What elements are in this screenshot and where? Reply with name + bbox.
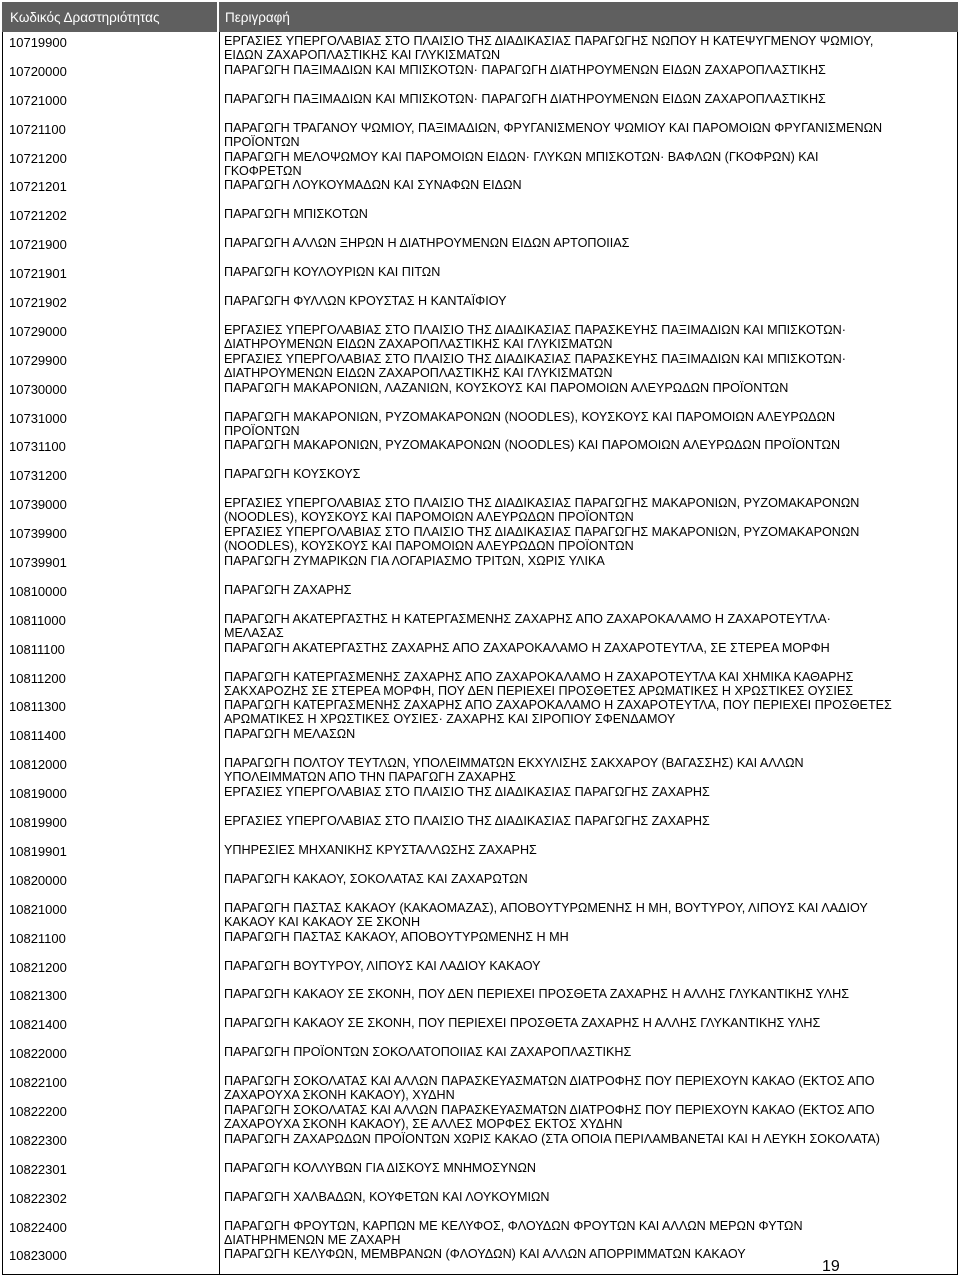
activity-code: 10819000 <box>3 783 220 812</box>
activity-description: ΠΑΡΑΓΩΓΗ ΛΟΥΚΟΥΜΑΔΩΝ ΚΑΙ ΣΥΝΑΦΩΝ ΕΙΔΩΝ <box>224 178 522 193</box>
table-row <box>3 292 957 321</box>
activity-code: 10721000 <box>3 90 220 119</box>
table-row <box>3 523 957 552</box>
activity-code: 10730000 <box>3 379 220 408</box>
activity-description: ΠΑΡΑΓΩΓΗ ΑΛΛΩΝ ΞΗΡΩΝ Η ΔΙΑΤΗΡΟΥΜΕΝΩΝ ΕΙΔΩΝ ΑΡΤΟΠΟΙΙΑΣ <box>224 236 630 251</box>
activity-code: 10721202 <box>3 205 220 234</box>
table-row <box>3 1245 957 1274</box>
table-row <box>3 668 957 697</box>
table-row <box>3 119 957 148</box>
activity-code: 10729900 <box>3 350 220 379</box>
table-row <box>3 696 957 725</box>
table-row <box>3 176 957 205</box>
table-row <box>3 1188 957 1217</box>
table-row <box>3 494 957 523</box>
activity-description: ΕΡΓΑΣΙΕΣ ΥΠΕΡΓΟΛΑΒΙΑΣ ΣΤΟ ΠΛΑΙΣΙΟ ΤΗΣ ΔΙΑΔΙΚΑΣΙΑΣ ΠΑΡΑΓΩΓΗΣ ΜΑΚΑΡΟΝΙΩΝ, ΡΥΖΟΜΑΚΑΡΟΝΩΝ (NOODLES), ΚΟΥΣΚΟΥΣ ΚΑΙ ΠΑΡΟΜΟΙΩΝ ΑΛΕΥΡΩΔΩΝ ΠΡΟΪΟΝΤΩΝ <box>224 525 860 554</box>
table-row <box>3 1130 957 1159</box>
table-body <box>2 32 958 1275</box>
activity-code: 10721200 <box>3 148 220 177</box>
activity-description: ΕΡΓΑΣΙΕΣ ΥΠΕΡΓΟΛΑΒΙΑΣ ΣΤΟ ΠΛΑΙΣΙΟ ΤΗΣ ΔΙΑΔΙΚΑΣΙΑΣ ΠΑΡΑΣΚΕΥΗΣ ΠΑΞΙΜΑΔΙΩΝ ΚΑΙ ΜΠΙΣΚΟΤΩΝ· ΔΙΑΤΗΡΟΥΜΕΝΩΝ ΕΙΔΩΝ ΖΑΧΑΡΟΠΛΑΣΤΙΚΗΣ ΚΑΙ ΓΛΥΚΙΣΜΑΤΩΝ <box>224 351 846 380</box>
table-row <box>3 1043 957 1072</box>
activity-code: 10822302 <box>3 1188 220 1217</box>
activity-code: 10812000 <box>3 754 220 783</box>
activity-description: ΠΑΡΑΓΩΓΗ ΧΑΛΒΑΔΩΝ, ΚΟΥΦΕΤΩΝ ΚΑΙ ΛΟΥΚΟΥΜΙΩΝ <box>224 1189 550 1204</box>
activity-code: 10822200 <box>3 1101 220 1130</box>
activity-description: ΠΑΡΑΓΩΓΗ ΠΑΣΤΑΣ ΚΑΚΑΟΥ (ΚΑΚΑΟΜΑΖΑΣ), ΑΠΟΒΟΥΤΥΡΩΜΕΝΗΣ Η ΜΗ, ΒΟΥΤΥΡΟΥ, ΛΙΠΟΥΣ ΚΑΙ ΛΑΔΙΟΥ ΚΑΚΑΟΥ ΚΑΙ ΚΑΚΑΟΥ ΣΕ ΣΚΟΝΗ <box>224 900 868 929</box>
activity-description: ΕΡΓΑΣΙΕΣ ΥΠΕΡΓΟΛΑΒΙΑΣ ΣΤΟ ΠΛΑΙΣΙΟ ΤΗΣ ΔΙΑΔΙΚΑΣΙΑΣ ΠΑΡΑΣΚΕΥΗΣ ΠΑΞΙΜΑΔΙΩΝ ΚΑΙ ΜΠΙΣΚΟΤΩΝ· ΔΙΑΤΗΡΟΥΜΕΝΩΝ ΕΙΔΩΝ ΖΑΧΑΡΟΠΛΑΣΤΙΚΗΣ ΚΑΙ ΓΛΥΚΙΣΜΑΤΩΝ <box>224 322 846 351</box>
activity-code: 10810000 <box>3 581 220 610</box>
table-row <box>3 957 957 986</box>
activity-code: 10822301 <box>3 1159 220 1188</box>
activity-codes-table <box>2 2 958 1275</box>
activity-description: ΠΑΡΑΓΩΓΗ ΤΡΑΓΑΝΟΥ ΨΩΜΙΟΥ, ΠΑΞΙΜΑΔΙΩΝ, ΦΡΥΓΑΝΙΣΜΕΝΟΥ ΨΩΜΙΟΥ ΚΑΙ ΠΑΡΟΜΟΙΩΝ ΦΡΥΓΑΝΙΣΜΕΝΩΝ ΠΡΟΪΟΝΤΩΝ <box>224 120 883 149</box>
activity-code: 10823000 <box>3 1245 220 1274</box>
table-row <box>3 1072 957 1101</box>
activity-code: 10721201 <box>3 176 220 205</box>
activity-description: ΠΑΡΑΓΩΓΗ ΚΑΚΑΟΥ ΣΕ ΣΚΟΝΗ, ΠΟΥ ΔΕΝ ΠΕΡΙΕΧΕΙ ΠΡΟΣΘΕΤΑ ΖΑΧΑΡΗΣ Η ΑΛΛΗΣ ΓΛΥΚΑΝΤΙΚΗΣ ΥΛΗΣ <box>224 987 850 1002</box>
activity-description: ΠΑΡΑΓΩΓΗ ΜΠΙΣΚΟΤΩΝ <box>224 207 368 222</box>
activity-description: ΠΑΡΑΓΩΓΗ ΠΑΞΙΜΑΔΙΩΝ ΚΑΙ ΜΠΙΣΚΟΤΩΝ· ΠΑΡΑΓΩΓΗ ΔΙΑΤΗΡΟΥΜΕΝΩΝ ΕΙΔΩΝ ΖΑΧΑΡΟΠΛΑΣΤΙΚΗΣ <box>224 91 826 106</box>
table-row <box>3 812 957 841</box>
activity-description: ΠΑΡΑΓΩΓΗ ΣΟΚΟΛΑΤΑΣ ΚΑΙ ΑΛΛΩΝ ΠΑΡΑΣΚΕΥΑΣΜΑΤΩΝ ΔΙΑΤΡΟΦΗΣ ΠΟΥ ΠΕΡΙΕΧΟΥΝ ΚΑΚΑΟ (ΕΚΤΟΣ ΑΠΟ ΖΑΧΑΡΟΥΧΑ ΣΚΟΝΗ ΚΑΚΑΟΥ), ΧΥΔΗΝ <box>224 1074 875 1103</box>
activity-code: 10731000 <box>3 408 220 437</box>
activity-description: ΠΑΡΑΓΩΓΗ ΠΟΛΤΟΥ ΤΕΥΤΛΩΝ, ΥΠΟΛΕΙΜΜΑΤΩΝ ΕΚΧΥΛΙΣΗΣ ΣΑΚΧΑΡΟΥ (ΒΑΓΑΣΣΗΣ) ΚΑΙ ΑΛΛΩΝ ΥΠΟΛΕΙΜΜΑΤΩΝ ΑΠΟ ΤΗΝ ΠΑΡΑΓΩΓΗ ΖΑΧΑΡΗΣ <box>224 756 804 785</box>
activity-description: ΠΑΡΑΓΩΓΗ ΖΥΜΑΡΙΚΩΝ ΓΙΑ ΛΟΓΑΡΙΑΣΜΟ ΤΡΙΤΩΝ, ΧΩΡΙΣ ΥΛΙΚΑ <box>224 554 605 569</box>
activity-description: ΠΑΡΑΓΩΓΗ ΜΑΚΑΡΟΝΙΩΝ, ΛΑΖΑΝΙΩΝ, ΚΟΥΣΚΟΥΣ ΚΑΙ ΠΑΡΟΜΟΙΩΝ ΑΛΕΥΡΩΔΩΝ ΠΡΟΪΟΝΤΩΝ <box>224 380 789 395</box>
table-row <box>3 552 957 581</box>
header-code: Κωδικός Δραστηριότητας <box>2 2 219 32</box>
activity-code: 10821300 <box>3 985 220 1014</box>
activity-description: ΠΑΡΑΓΩΓΗ ΚΟΥΣΚΟΥΣ <box>224 467 361 482</box>
table-row <box>3 1217 957 1246</box>
table-row <box>3 32 957 61</box>
table-row <box>3 408 957 437</box>
activity-code: 10811400 <box>3 725 220 754</box>
activity-code: 10729000 <box>3 321 220 350</box>
activity-code: 10822100 <box>3 1072 220 1101</box>
activity-code: 10822300 <box>3 1130 220 1159</box>
activity-description: ΕΡΓΑΣΙΕΣ ΥΠΕΡΓΟΛΑΒΙΑΣ ΣΤΟ ΠΛΑΙΣΙΟ ΤΗΣ ΔΙΑΔΙΚΑΣΙΑΣ ΠΑΡΑΓΩΓΗΣ ΜΑΚΑΡΟΝΙΩΝ, ΡΥΖΟΜΑΚΑΡΟΝΩΝ (NOODLES), ΚΟΥΣΚΟΥΣ ΚΑΙ ΠΑΡΟΜΟΙΩΝ ΑΛΕΥΡΩΔΩΝ ΠΡΟΪΟΝΤΩΝ <box>224 496 860 525</box>
activity-description: ΠΑΡΑΓΩΓΗ ΦΡΟΥΤΩΝ, ΚΑΡΠΩΝ ΜΕ ΚΕΛΥΦΟΣ, ΦΛΟΥΔΩΝ ΦΡΟΥΤΩΝ ΚΑΙ ΑΛΛΩΝ ΜΕΡΩΝ ΦΥΤΩΝ ΔΙΑΤΗΡΗΜΕΝΩΝ ΜΕ ΖΑΧΑΡΗ <box>224 1218 803 1247</box>
activity-code: 10822000 <box>3 1043 220 1072</box>
table-row <box>3 234 957 263</box>
activity-code: 10811300 <box>3 696 220 725</box>
table-row <box>3 379 957 408</box>
activity-description: ΠΑΡΑΓΩΓΗ ΖΑΧΑΡΗΣ <box>224 582 352 597</box>
activity-code: 10811100 <box>3 639 220 668</box>
activity-description: ΠΑΡΑΓΩΓΗ ΚΑΤΕΡΓΑΣΜΕΝΗΣ ΖΑΧΑΡΗΣ ΑΠΟ ΖΑΧΑΡΟΚΑΛΑΜΟ Η ΖΑΧΑΡΟΤΕΥΤΛΑ, ΠΟΥ ΠΕΡΙΕΧΕΙ ΠΡΟΣΘΕΤΕΣ ΑΡΩΜΑΤΙΚΕΣ Η ΧΡΩΣΤΙΚΕΣ ΟΥΣΙΕΣ· ΖΑΧΑΡΗΣ ΚΑΙ ΣΙΡΟΠΙΟΥ ΣΦΕΝΔΑΜΟΥ <box>224 698 892 727</box>
table-row <box>3 928 957 957</box>
activity-description: ΠΑΡΑΓΩΓΗ ΚΑΤΕΡΓΑΣΜΕΝΗΣ ΖΑΧΑΡΗΣ ΑΠΟ ΖΑΧΑΡΟΚΑΛΑΜΟ Η ΖΑΧΑΡΟΤΕΥΤΛΑ ΚΑΙ ΧΗΜΙΚΑ ΚΑΘΑΡΗΣ ΣΑΚΧΑΡΟΖΗΣ ΣΕ ΣΤΕΡΕΑ ΜΟΡΦΗ, ΠΟΥ ΔΕΝ ΠΕΡΙΕΧΕΙ ΠΡΟΣΘΕΤΕΣ ΑΡΩΜΑΤΙΚΕΣ Η ΧΡΩΣΤΙΚΕΣ ΟΥΣΙΕΣ <box>224 669 854 698</box>
activity-description: ΠΑΡΑΓΩΓΗ ΚΑΚΑΟΥ, ΣΟΚΟΛΑΤΑΣ ΚΑΙ ΖΑΧΑΡΩΤΩΝ <box>224 871 528 886</box>
activity-code: 10731200 <box>3 465 220 494</box>
activity-code: 10821200 <box>3 957 220 986</box>
activity-code: 10721901 <box>3 263 220 292</box>
activity-code: 10721902 <box>3 292 220 321</box>
table-row <box>3 783 957 812</box>
table-row <box>3 1014 957 1043</box>
activity-code: 10739000 <box>3 494 220 523</box>
page-number: 19 <box>822 1258 840 1275</box>
table-row <box>3 205 957 234</box>
activity-code: 10719900 <box>3 32 220 61</box>
activity-code: 10819900 <box>3 812 220 841</box>
activity-code: 10821100 <box>3 928 220 957</box>
activity-description: ΕΡΓΑΣΙΕΣ ΥΠΕΡΓΟΛΑΒΙΑΣ ΣΤΟ ΠΛΑΙΣΙΟ ΤΗΣ ΔΙΑΔΙΚΑΣΙΑΣ ΠΑΡΑΓΩΓΗΣ ΖΑΧΑΡΗΣ <box>224 814 710 829</box>
activity-code: 10811000 <box>3 610 220 639</box>
activity-description: ΠΑΡΑΓΩΓΗ ΖΑΧΑΡΩΔΩΝ ΠΡΟΪΟΝΤΩΝ ΧΩΡΙΣ ΚΑΚΑΟ (ΣΤΑ ΟΠΟΙΑ ΠΕΡΙΛΑΜΒΑΝΕΤΑΙ ΚΑΙ Η ΛΕΥΚΗ ΣΟΚΟΛΑΤΑ) <box>224 1131 880 1146</box>
activity-code: 10811200 <box>3 668 220 697</box>
header-description: Περιγραφή <box>225 10 290 25</box>
table-row <box>3 1101 957 1130</box>
activity-description: ΕΡΓΑΣΙΕΣ ΥΠΕΡΓΟΛΑΒΙΑΣ ΣΤΟ ΠΛΑΙΣΙΟ ΤΗΣ ΔΙΑΔΙΚΑΣΙΑΣ ΠΑΡΑΓΩΓΗΣ ΝΩΠΟΥ Η ΚΑΤΕΨΥΓΜΕΝΟΥ ΨΩΜΙΟΥ, ΕΙΔΩΝ ΖΑΧΑΡΟΠΛΑΣΤΙΚΗΣ ΚΑΙ ΓΛΥΚΙΣΜΑΤΩΝ <box>224 34 874 62</box>
table-row <box>3 581 957 610</box>
table-row <box>3 899 957 928</box>
table-row <box>3 870 957 899</box>
activity-description: ΠΑΡΑΓΩΓΗ ΠΡΟΪΟΝΤΩΝ ΣΟΚΟΛΑΤΟΠΟΙΙΑΣ ΚΑΙ ΖΑΧΑΡΟΠΛΑΣΤΙΚΗΣ <box>224 1045 632 1060</box>
activity-description: ΠΑΡΑΓΩΓΗ ΚΟΥΛΟΥΡΙΩΝ ΚΑΙ ΠΙΤΩΝ <box>224 265 441 280</box>
activity-description: ΠΑΡΑΓΩΓΗ ΑΚΑΤΕΡΓΑΣΤΗΣ ΖΑΧΑΡΗΣ ΑΠΟ ΖΑΧΑΡΟΚΑΛΑΜΟ Η ΖΑΧΑΡΟΤΕΥΤΛΑ, ΣΕ ΣΤΕΡΕΑ ΜΟΡΦΗ <box>224 640 830 655</box>
table-row <box>3 148 957 177</box>
activity-description: ΥΠΗΡΕΣΙΕΣ ΜΗΧΑΝΙΚΗΣ ΚΡΥΣΤΑΛΛΩΣΗΣ ΖΑΧΑΡΗΣ <box>224 842 537 857</box>
table-header <box>2 2 958 32</box>
activity-description: ΠΑΡΑΓΩΓΗ ΜΑΚΑΡΟΝΙΩΝ, ΡΥΖΟΜΑΚΑΡΟΝΩΝ (NOODLES) ΚΑΙ ΠΑΡΟΜΟΙΩΝ ΑΛΕΥΡΩΔΩΝ ΠΡΟΪΟΝΤΩΝ <box>224 438 841 453</box>
table-row <box>3 61 957 90</box>
activity-description: ΠΑΡΑΓΩΓΗ ΠΑΣΤΑΣ ΚΑΚΑΟΥ, ΑΠΟΒΟΥΤΥΡΩΜΕΝΗΣ Η ΜΗ <box>224 929 569 944</box>
activity-code: 10819901 <box>3 841 220 870</box>
table-row <box>3 725 957 754</box>
activity-description: ΠΑΡΑΓΩΓΗ ΑΚΑΤΕΡΓΑΣΤΗΣ Η ΚΑΤΕΡΓΑΣΜΕΝΗΣ ΖΑΧΑΡΗΣ ΑΠΟ ΖΑΧΑΡΟΚΑΛΑΜΟ Η ΖΑΧΑΡΟΤΕΥΤΛΑ· ΜΕΛΑΣΑΣ <box>224 611 831 640</box>
activity-code: 10821400 <box>3 1014 220 1043</box>
activity-code: 10739901 <box>3 552 220 581</box>
activity-description: ΠΑΡΑΓΩΓΗ ΚΟΛΛΥΒΩΝ ΓΙΑ ΔΙΣΚΟΥΣ ΜΝΗΜΟΣΥΝΩΝ <box>224 1160 537 1175</box>
activity-code: 10820000 <box>3 870 220 899</box>
activity-description: ΠΑΡΑΓΩΓΗ ΜΕΛΑΣΩΝ <box>224 727 356 742</box>
activity-code: 10720000 <box>3 61 220 90</box>
activity-code: 10721100 <box>3 119 220 148</box>
table-row <box>3 639 957 668</box>
activity-description: ΠΑΡΑΓΩΓΗ ΜΕΛΟΨΩΜΟΥ ΚΑΙ ΠΑΡΟΜΟΙΩΝ ΕΙΔΩΝ· ΓΛΥΚΩΝ ΜΠΙΣΚΟΤΩΝ· ΒΑΦΛΩΝ (ΓΚΟΦΡΩΝ) ΚΑΙ ΓΚΟΦΡΕΤΩΝ <box>224 149 819 178</box>
activity-description: ΠΑΡΑΓΩΓΗ ΦΥΛΛΩΝ ΚΡΟΥΣΤΑΣ Η ΚΑΝΤΑΪΦΙΟΥ <box>224 294 507 309</box>
table-row <box>3 610 957 639</box>
activity-code: 10739900 <box>3 523 220 552</box>
activity-description: ΠΑΡΑΓΩΓΗ ΒΟΥΤΥΡΟΥ, ΛΙΠΟΥΣ ΚΑΙ ΛΑΔΙΟΥ ΚΑΚΑΟΥ <box>224 958 541 973</box>
table-row <box>3 1159 957 1188</box>
activity-description: ΠΑΡΑΓΩΓΗ ΚΑΚΑΟΥ ΣΕ ΣΚΟΝΗ, ΠΟΥ ΠΕΡΙΕΧΕΙ ΠΡΟΣΘΕΤΑ ΖΑΧΑΡΗΣ Η ΑΛΛΗΣ ΓΛΥΚΑΝΤΙΚΗΣ ΥΛΗΣ <box>224 1016 821 1031</box>
activity-code: 10731100 <box>3 436 220 465</box>
activity-description: ΠΑΡΑΓΩΓΗ ΣΟΚΟΛΑΤΑΣ ΚΑΙ ΑΛΛΩΝ ΠΑΡΑΣΚΕΥΑΣΜΑΤΩΝ ΔΙΑΤΡΟΦΗΣ ΠΟΥ ΠΕΡΙΕΧΟΥΝ ΚΑΚΑΟ (ΕΚΤΟΣ ΑΠΟ ΖΑΧΑΡΟΥΧΑ ΣΚΟΝΗ ΚΑΚΑΟΥ), ΣΕ ΑΛΛΕΣ ΜΟΡΦΕΣ ΕΚΤΟΣ ΧΥΔΗΝ <box>224 1102 875 1131</box>
table-row <box>3 841 957 870</box>
activity-description: ΠΑΡΑΓΩΓΗ ΠΑΞΙΜΑΔΙΩΝ ΚΑΙ ΜΠΙΣΚΟΤΩΝ· ΠΑΡΑΓΩΓΗ ΔΙΑΤΗΡΟΥΜΕΝΩΝ ΕΙΔΩΝ ΖΑΧΑΡΟΠΛΑΣΤΙΚΗΣ <box>224 62 826 77</box>
table-row <box>3 90 957 119</box>
activity-code: 10721900 <box>3 234 220 263</box>
activity-description: ΕΡΓΑΣΙΕΣ ΥΠΕΡΓΟΛΑΒΙΑΣ ΣΤΟ ΠΛΑΙΣΙΟ ΤΗΣ ΔΙΑΔΙΚΑΣΙΑΣ ΠΑΡΑΓΩΓΗΣ ΖΑΧΑΡΗΣ <box>224 785 710 800</box>
activity-description: ΠΑΡΑΓΩΓΗ ΚΕΛΥΦΩΝ, ΜΕΜΒΡΑΝΩΝ (ΦΛΟΥΔΩΝ) ΚΑΙ ΑΛΛΩΝ ΑΠΟΡΡΙΜΜΑΤΩΝ ΚΑΚΑΟΥ <box>224 1247 746 1262</box>
table-row <box>3 465 957 494</box>
table-row <box>3 436 957 465</box>
table-row <box>3 263 957 292</box>
activity-description: ΠΑΡΑΓΩΓΗ ΜΑΚΑΡΟΝΙΩΝ, ΡΥΖΟΜΑΚΑΡΟΝΩΝ (NOODLES), ΚΟΥΣΚΟΥΣ ΚΑΙ ΠΑΡΟΜΟΙΩΝ ΑΛΕΥΡΩΔΩΝ ΠΡΟΪΟΝΤΩΝ <box>224 409 836 438</box>
table-row <box>3 321 957 350</box>
activity-code: 10821000 <box>3 899 220 928</box>
table-row <box>3 985 957 1014</box>
table-row <box>3 350 957 379</box>
table-row <box>3 754 957 783</box>
activity-code: 10822400 <box>3 1217 220 1246</box>
